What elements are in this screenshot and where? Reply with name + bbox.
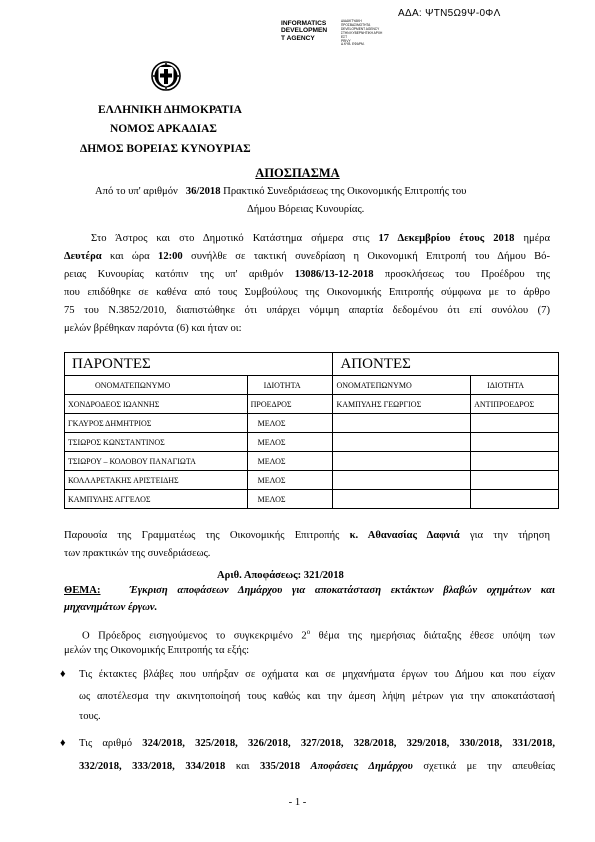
- page-number: - 1 -: [288, 797, 307, 808]
- header-prefecture: ΝΟΜΟΣ ΑΡΚΑΔΙΑΣ: [110, 123, 217, 135]
- decision-numbers: 332/2018, 333/2018, 334/2018: [79, 761, 226, 772]
- present-header: ΠΑΡΟΝΤΕΣ: [65, 353, 333, 376]
- session-line: [91, 230, 550, 248]
- decision-numbers: 335/2018: [260, 761, 301, 772]
- invitation-number: 13086/13-12-2018: [294, 269, 374, 280]
- agency-small-line: ΣΤΗΝ ΚΥΒΕΡΝΗΤΙΚΗ ΑΡΧΗ: [341, 30, 383, 35]
- column-name: ΟΝΟΜΑΤΕΠΩΝΥΜΟ: [333, 376, 471, 395]
- bullet-line: [79, 735, 555, 753]
- intro-line: [95, 186, 466, 197]
- present-name: ΚΟΛΛΑΡΕΤΑΚΗΣ ΑΡΙΣΤΕΙΔΗΣ: [65, 471, 248, 490]
- diamond-bullet-icon: ♦: [60, 668, 66, 680]
- agency-small-line: DEVELOPMENT AGENCY: [341, 26, 380, 31]
- header-republic: ΕΛΛΗΝΙΚΗ ΔΗΜΟΚΡΑΤΙΑ: [98, 104, 242, 116]
- present-name: ΓΚΑΥΡΟΣ ΔΗΜΗΤΡΙΟΣ: [65, 414, 248, 433]
- absent-role: [471, 414, 559, 433]
- agency-line: T AGENCY: [281, 34, 315, 42]
- agency-small-line: Δ.ΚΥΒ. ΕΦΑΡΜ.: [341, 42, 365, 47]
- absent-name: [333, 471, 471, 490]
- table-row: [65, 395, 559, 414]
- ordinal-sup: ο: [306, 628, 311, 636]
- agency-small-line: ΕΣΤ: [341, 34, 348, 39]
- absent-name: [333, 452, 471, 471]
- present-role: ΠΡΟΕΔΡΟΣ: [247, 395, 333, 414]
- session-line: 75 του Ν.3852/2010, διαπιστώθηκε ότι υπάρχει νόμιμη απαρτία δεδομένου ότι επί συνόλου (7): [64, 305, 550, 316]
- table-row: [65, 490, 559, 509]
- absent-name: ΚΑΜΠΥΛΗΣ ΓΕΩΡΓΙΟΣ: [333, 395, 471, 414]
- absent-name: [333, 414, 471, 433]
- agency-stamp: [281, 20, 327, 42]
- body-line: μελών της Οικονομικής Επιτροπής τα εξής:: [64, 645, 250, 656]
- absent-name: [333, 490, 471, 509]
- text: θέμα της ημερήσιας διάταξης έθεσε υπόψη των: [318, 630, 555, 642]
- session-line: [64, 266, 550, 284]
- present-name: ΧΟΝΔΡΟΔΕΟΣ ΙΩΑΝΝΗΣ: [65, 395, 248, 414]
- absent-role: [471, 433, 559, 452]
- agency-line: DEVELOPMEN: [281, 27, 328, 35]
- session-line: [64, 248, 550, 266]
- text: Από το υπ' αριθμόν: [95, 186, 178, 197]
- subject-line: μηχανημάτων έργων.: [64, 602, 158, 613]
- subject-text: Έγκριση αποφάσεων Δημάρχου για αποκατάσταση εκτάκτων βλαβών οχημάτων και: [129, 585, 555, 596]
- agency-small-line: ΠΡΟΣΒΑΣΙΜΟΤΗΤΑ: [341, 22, 371, 27]
- agency-small-line: PRIVY: [341, 38, 351, 43]
- ada-code: ΑΔΑ: ΨΤΝ5Ω9Ψ-0ΦΛ: [398, 8, 501, 19]
- column-name: ΟΝΟΜΑΤΕΠΩΝΥΜΟ: [65, 376, 248, 395]
- minutes-number: 36/2018: [185, 186, 221, 197]
- text: Παρουσία της Γραμματέως της Οικονομικής Επιτροπής: [64, 530, 340, 541]
- session-date: 17 Δεκεμβρίου έτους 2018: [378, 233, 515, 244]
- session-time: 12:00: [158, 251, 183, 262]
- absent-role: [471, 452, 559, 471]
- absent-header: ΑΠΟΝΤΕΣ: [333, 353, 559, 376]
- present-role: ΜΕΛΟΣ: [247, 452, 333, 471]
- text: Τις αριθμό: [79, 738, 133, 749]
- present-role: ΜΕΛΟΣ: [247, 490, 333, 509]
- table-row: [65, 471, 559, 490]
- diamond-bullet-icon: ♦: [60, 737, 66, 749]
- agency-small-line: ΔΙΑΔΙΚΤΥΑΚΗ: [341, 19, 362, 23]
- decision-number: Αριθ. Αποφάσεως: 321/2018: [217, 570, 344, 581]
- agency-line: INFORMATICS: [281, 20, 327, 27]
- secretary-name: κ. Αθανασίας Δαφνιά: [349, 530, 460, 541]
- text: συνήλθε σε τακτική συνεδρίαση η Οικονομική Επιτροπή του Δήμου Βό-: [191, 251, 550, 262]
- present-name: ΤΣΙΩΡΟΣ ΚΩΝΣΤΑΝΤΙΝΟΣ: [65, 433, 248, 452]
- text: ρειας Κυνουρίας κατόπιν της υπ' αριθμόν: [64, 269, 284, 280]
- attendance-table: [64, 352, 559, 509]
- secretary-line: των πρακτικών της συνεδριάσεως.: [64, 548, 211, 559]
- table-row: [65, 433, 559, 452]
- intro-line: Δήμου Βόρειας Κυνουρίας.: [247, 204, 365, 215]
- greek-coat-of-arms-emblem: [151, 61, 181, 91]
- bullet-line: τους.: [79, 711, 101, 722]
- mayor-decisions: Αποφάσεις Δημάρχου: [310, 761, 413, 772]
- header-municipality: ΔΗΜΟΣ ΒΟΡΕΙΑΣ ΚΥΝΟΥΡΙΑΣ: [80, 143, 251, 155]
- attendance-header-row: [65, 353, 559, 376]
- bullet-line: Τις έκτακτες βλάβες που υπήρξαν σε οχήματα και σε μηχανήματα έργων του Δήμου και που είχαν: [79, 669, 555, 680]
- text: σχετικά με την απευθείας: [423, 761, 555, 772]
- document-title: ΑΠΟΣΠΑΣΜΑ: [255, 166, 340, 180]
- present-role: ΜΕΛΟΣ: [247, 433, 333, 452]
- text: Στο Άστρος και στο Δημοτικό Κατάστημα σήμερα στις: [91, 233, 370, 244]
- present-name: ΚΑΜΠΥΛΗΣ ΑΓΓΕΛΟΣ: [65, 490, 248, 509]
- present-name: ΤΣΙΩΡΟΥ – ΚΟΛΟΒΟΥ ΠΑΝΑΓΙΩΤΑ: [65, 452, 248, 471]
- present-role: ΜΕΛΟΣ: [247, 471, 333, 490]
- bullet-line: [79, 758, 555, 776]
- table-row: [65, 452, 559, 471]
- text: για την τήρηση: [469, 530, 550, 541]
- bullet-line: ως αποτέλεσμα την ακινητοποίησή τους καθώς και την άμεση λήψη μέτρων για την αποκατάστασή: [79, 691, 555, 702]
- attendance-column-row: [65, 376, 559, 395]
- text: Πρακτικό Συνεδριάσεως της Οικονομικής Επιτροπής του: [223, 186, 467, 197]
- absent-role: ΑΝΤΙΠΡΟΕΔΡΟΣ: [471, 395, 559, 414]
- session-line: μελών βρέθηκαν παρόντα (6) και ήταν οι:: [64, 323, 242, 334]
- text: και ώρα: [109, 251, 150, 262]
- present-role: ΜΕΛΟΣ: [247, 414, 333, 433]
- subject-line: [64, 582, 555, 600]
- text: και: [235, 761, 250, 772]
- secretary-line: [64, 527, 550, 545]
- absent-role: [471, 471, 559, 490]
- absent-role: [471, 490, 559, 509]
- session-line: που επιδόθηκε σε καθένα από τους Συμβούλους της Οικονομικής Επιτροπής σύμφωνα με το άρθρο: [64, 287, 550, 298]
- body-line: [82, 624, 555, 645]
- session-day: Δευτέρα: [64, 251, 102, 262]
- text: προσκλήσεως του Προέδρου της: [384, 269, 550, 280]
- column-role: ΙΔΙΟΤΗΤΑ: [247, 376, 333, 395]
- column-role: ΙΔΙΟΤΗΤΑ: [471, 376, 559, 395]
- decision-numbers: 324/2018, 325/2018, 326/2018, 327/2018, 328/2018, 329/2018, 330/2018, 331/2018,: [142, 738, 555, 749]
- agency-stamp-small: [341, 20, 382, 47]
- table-row: [65, 414, 559, 433]
- text: ημέρα: [523, 233, 551, 244]
- text: Ο Πρόεδρος εισηγούμενος το συγκεκριμένο 2: [82, 630, 307, 642]
- subject-label: ΘΕΜΑ:: [64, 585, 101, 596]
- absent-name: [333, 433, 471, 452]
